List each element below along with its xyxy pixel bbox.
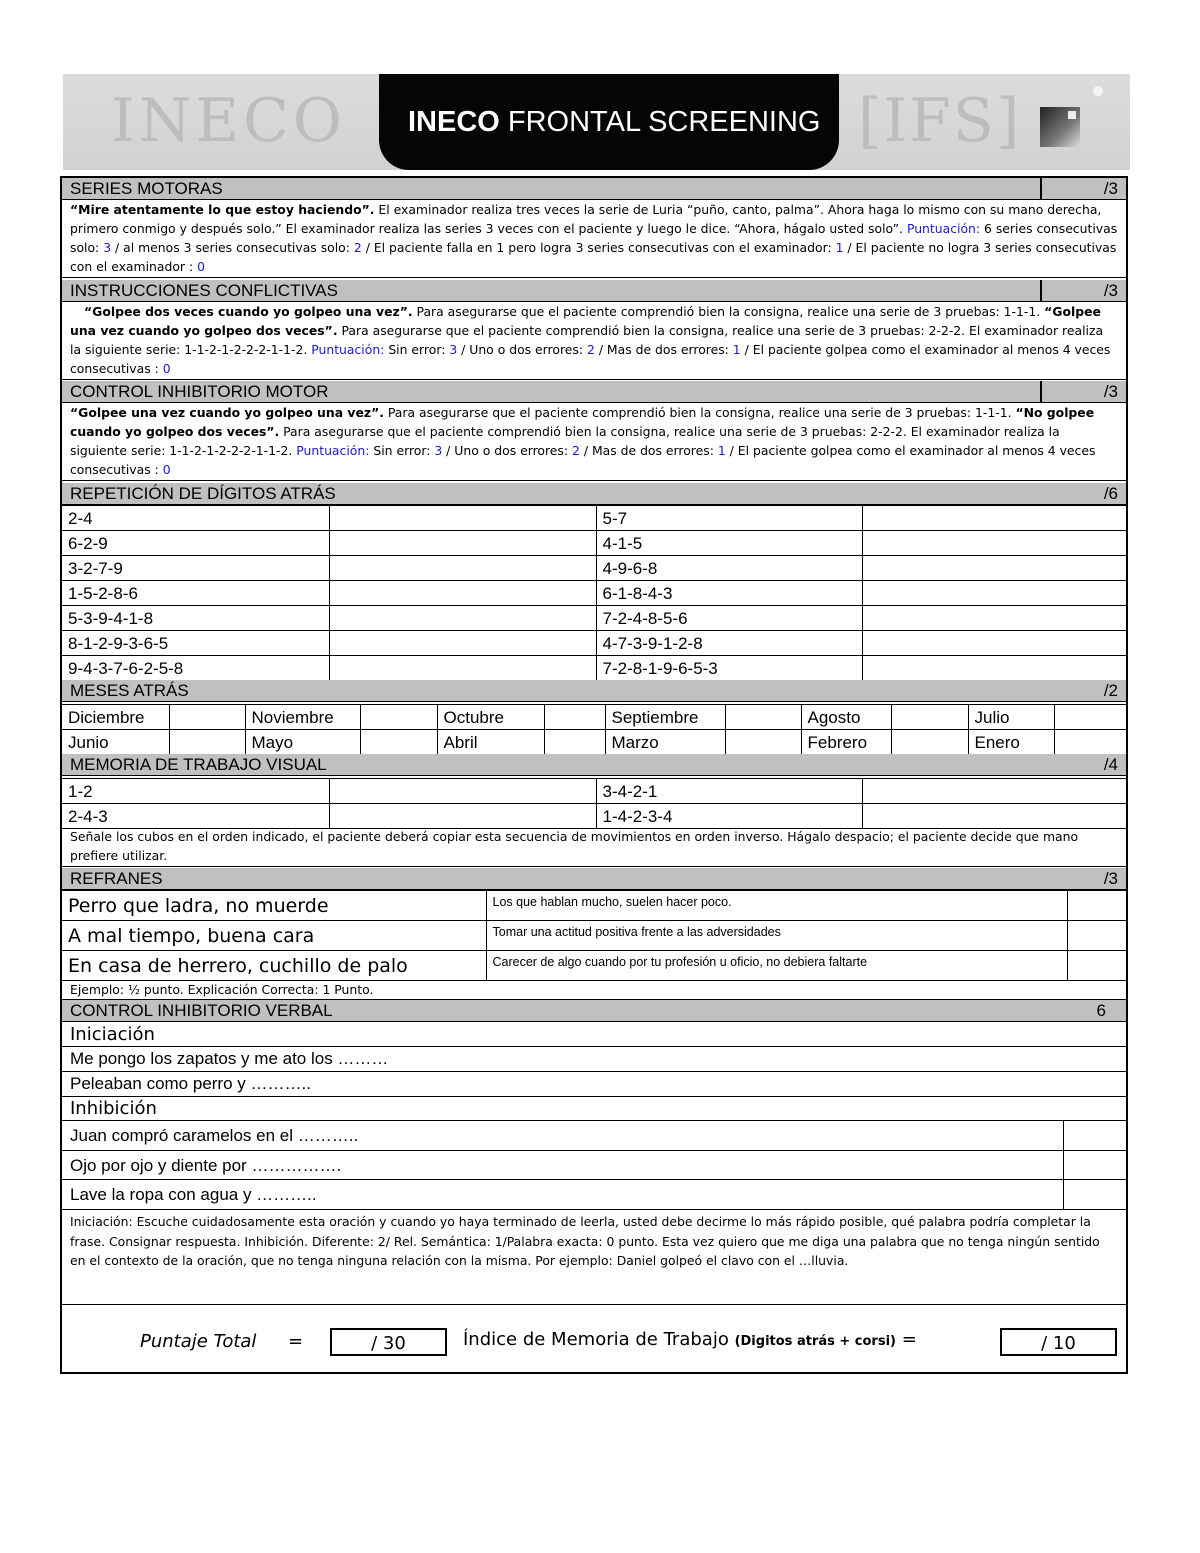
digit-sequence: 5-7 (596, 506, 862, 531)
score-cell[interactable] (1067, 951, 1126, 981)
answer-cell[interactable] (329, 581, 596, 606)
total-equals: = (288, 1331, 304, 1352)
digit-sequence: 3-2-7-9 (62, 556, 329, 581)
instruction-text: Para asegurarse que el paciente comprendió bien la consigna, realice una serie de 3 pruebas: 1-1-1. (412, 304, 1045, 319)
section-score: 6 (1096, 1001, 1106, 1020)
section-score: /3 (1040, 178, 1126, 200)
series-motoras-instructions (62, 200, 1126, 278)
instruction-bold: “Golpee una vez cuando yo golpeo una vez”. (70, 405, 384, 420)
section-score: /3 (1103, 869, 1118, 888)
section-header-control-inhibitorio-verbal (62, 1000, 1126, 1022)
score-value: 2 (572, 443, 580, 458)
inhibicion-item (62, 1180, 1126, 1210)
table-row (62, 705, 1126, 730)
scoring-text: / Uno o dos errores: (457, 342, 587, 357)
month-label: Enero (968, 730, 1054, 755)
iniciacion-item: Me pongo los zapatos y me ato los ……… (62, 1047, 1126, 1072)
index-label-text: Índice de Memoria de Trabajo (463, 1329, 729, 1350)
cube-logo-icon (1040, 107, 1080, 147)
answer-cell[interactable] (1054, 705, 1126, 730)
inhibicion-item-text: Ojo por ojo y diente por ……………. (70, 1155, 342, 1175)
answer-cell[interactable] (862, 556, 1126, 581)
answer-cell[interactable] (169, 705, 245, 730)
proverb-meaning: Los que hablan mucho, suelen hacer poco. (486, 891, 1067, 921)
score-value: 2 (353, 240, 362, 255)
cube-sequence: 1-4-2-3-4 (596, 804, 862, 829)
digit-sequence: 7-2-8-1-9-6-5-3 (596, 656, 862, 681)
score-value: 0 (162, 361, 171, 376)
digit-sequence: 8-1-2-9-3-6-5 (62, 631, 329, 656)
answer-cell[interactable] (725, 705, 801, 730)
section-header-control-inhibitorio-motor (62, 381, 1126, 403)
answer-cell[interactable] (862, 531, 1126, 556)
table-row (62, 921, 1126, 951)
answer-cell[interactable] (169, 730, 245, 755)
instruction-bold: “Golpee dos veces cuando yo golpeo una vez”. (84, 304, 413, 319)
section-title: CONTROL INHIBITORIO VERBAL (70, 1001, 333, 1020)
table-row (62, 631, 1126, 656)
table-row (62, 951, 1126, 981)
score-value: 0 (197, 259, 205, 274)
total-label: Puntaje Total (140, 1331, 257, 1352)
digit-sequence: 5-3-9-4-1-8 (62, 606, 329, 631)
answer-cell[interactable] (862, 581, 1126, 606)
proverbs-table (62, 890, 1126, 981)
table-row (62, 804, 1126, 829)
answer-cell[interactable] (862, 606, 1126, 631)
answer-cell[interactable] (725, 730, 801, 755)
score-cell[interactable] (1063, 1151, 1126, 1180)
month-label: Agosto (801, 705, 891, 730)
answer-cell[interactable] (862, 631, 1126, 656)
section-score: /4 (1103, 755, 1118, 774)
answer-cell[interactable] (862, 656, 1126, 681)
section-header-memoria-visual (62, 754, 1126, 776)
control-inhibitorio-motor-instructions (62, 403, 1126, 481)
answer-cell[interactable] (329, 656, 596, 681)
month-label: Noviembre (245, 705, 360, 730)
iniciacion-heading: Iniciación (62, 1023, 1126, 1047)
digit-sequence: 9-4-3-7-6-2-5-8 (62, 656, 329, 681)
answer-cell[interactable] (360, 705, 437, 730)
instruction-text: Para asegurarse que el paciente comprendió bien la consigna, realice una serie de 3 pruebas: 2-2-2. El examinador realiza la siguiente serie: 1-1-2-1-2-2-2-1-1-2. (70, 323, 1104, 357)
score-value: 1 (717, 443, 726, 458)
table-row (62, 556, 1126, 581)
proverb: Perro que ladra, no muerde (62, 891, 486, 921)
banner (63, 74, 1130, 170)
digit-sequence: 6-1-8-4-3 (596, 581, 862, 606)
verbal-inhibition-note: Iniciación: Escuche cuidadosamente esta oración y cuando yo haya terminado de leerla, usted debe decirme lo más rápido posible, qué palabra podría completar la frase. Consignar respuesta. Inhibición. Diferente: 2/ Rel. Semántica: 1/Palabra exacta: 0 punto. Esta vez quiero que me diga una palabra que no tenga ningún sentido en el contexto de la oración, que no tenga ninguna relación con la misma. Por ejemplo: Daniel golpeó el clavo con el …lluvia. (62, 1210, 1126, 1305)
table-row (62, 506, 1126, 531)
scoring-text: / El paciente golpea como el examinador al menos 4 veces consecutivas : (70, 342, 1111, 376)
month-label: Julio (968, 705, 1054, 730)
section-header-series-motoras (62, 178, 1126, 200)
answer-cell[interactable] (329, 531, 596, 556)
proverb: En casa de herrero, cuchillo de palo (62, 951, 486, 981)
instruction-bold: “Golpee una vez cuando yo golpeo dos veces”. (70, 304, 1101, 338)
scoring-text: / El paciente no logra 3 series consecutivas con el examinador : (70, 240, 1117, 274)
digit-sequence: 2-4 (62, 506, 329, 531)
table-row (62, 730, 1126, 755)
answer-cell[interactable] (329, 631, 596, 656)
index-score-box[interactable]: / 10 (1000, 1328, 1117, 1356)
answer-cell[interactable] (862, 506, 1126, 531)
answer-cell[interactable] (891, 705, 968, 730)
section-header-digitos-atras (62, 483, 1126, 505)
scoring-text: 6 series consecutivas solo: (70, 221, 1118, 255)
inhibicion-heading: Inhibición (62, 1097, 1126, 1121)
proverb-meaning: Carecer de algo cuando por tu profesión u oficio, no debiera faltarte (486, 951, 1067, 981)
ineco-watermark: INECO (111, 86, 347, 156)
month-label: Junio (62, 730, 169, 755)
cube-sequence: 3-4-2-1 (596, 779, 862, 804)
section-score: /3 (1040, 280, 1126, 302)
title-rest: FRONTAL SCREENING (499, 106, 821, 138)
scoring-text: / Uno o dos errores: (442, 443, 573, 458)
month-label: Abril (437, 730, 544, 755)
instrucciones-conflictivas-instructions (62, 302, 1126, 380)
scoring-text: / Mas de dos errores: (594, 342, 733, 357)
table-row (62, 891, 1126, 921)
answer-cell[interactable] (329, 506, 596, 531)
digit-sequence: 4-1-5 (596, 531, 862, 556)
table-row (62, 779, 1126, 804)
score-value: 0 (162, 462, 171, 477)
answer-cell[interactable] (360, 730, 437, 755)
scoring-text: Sin error: (369, 443, 435, 458)
dot-icon (1093, 86, 1103, 96)
answer-cell[interactable] (329, 779, 596, 804)
score-cell[interactable] (1063, 1180, 1126, 1209)
visual-memory-table (62, 778, 1126, 829)
visual-memory-note: Señale los cubos en el orden indicado, el paciente deberá copiar esta secuencia de movimientos en orden inverso. Hágalo despacio; el paciente decide que mano prefiere utilizar. (62, 827, 1126, 867)
section-title: MEMORIA DE TRABAJO VISUAL (70, 755, 327, 774)
total-score-box[interactable]: / 30 (330, 1328, 447, 1356)
section-score: /2 (1103, 681, 1118, 700)
scoring-label: Puntuación: (296, 443, 370, 458)
instruction-text: Para asegurarse que el paciente comprendió bien la consigna, realice una serie de 3 pruebas: 1-1-1. (383, 405, 1016, 420)
month-label: Febrero (801, 730, 891, 755)
inhibicion-item (62, 1151, 1126, 1181)
answer-cell[interactable] (1054, 730, 1126, 755)
page-title (408, 106, 821, 139)
section-title: CONTROL INHIBITORIO MOTOR (70, 382, 329, 401)
totals-row (62, 1328, 1126, 1368)
title-bold: INECO (408, 106, 500, 138)
table-row (62, 606, 1126, 631)
score-cell[interactable] (1067, 891, 1126, 921)
score-cell[interactable] (1067, 921, 1126, 951)
scoring-text: / El paciente falla en 1 pero logra 3 series consecutivas con el examinador: (361, 240, 836, 255)
ifs-watermark: [IFS] (858, 86, 1022, 156)
index-label (463, 1329, 917, 1350)
inhibicion-item-text: Juan compró caramelos en el ……….. (70, 1126, 359, 1145)
cube-sequence: 2-4-3 (62, 804, 329, 829)
instruction-text: Para asegurarse que el paciente comprendió bien la consigna, realice una serie de 3 pruebas: 2-2-2. El examinador realiza la siguiente serie: 1-1-2-1-2-2-2-1-1-2. (70, 424, 1060, 458)
inhibicion-item-text: Lave la ropa con agua y ……….. (70, 1185, 317, 1204)
instruction-bold: “Mire atentamente lo que estoy haciendo”. (70, 202, 375, 217)
section-title: REFRANES (70, 869, 163, 888)
section-title: MESES ATRÁS (70, 681, 189, 700)
answer-cell[interactable] (862, 779, 1126, 804)
proverb-meaning: Tomar una actitud positiva frente a las adversidades (486, 921, 1067, 951)
section-title: REPETICIÓN DE DÍGITOS ATRÁS (70, 484, 336, 503)
score-value: 3 (449, 342, 458, 357)
answer-cell[interactable] (891, 730, 968, 755)
score-cell[interactable] (1063, 1121, 1126, 1150)
answer-cell[interactable] (544, 705, 605, 730)
month-label: Diciembre (62, 705, 169, 730)
answer-cell[interactable] (329, 606, 596, 631)
cube-sequence: 1-2 (62, 779, 329, 804)
digit-sequence: 1-5-2-8-6 (62, 581, 329, 606)
scoring-text: / al menos 3 series consecutivas solo: (111, 240, 354, 255)
table-row (62, 581, 1126, 606)
score-value: 2 (586, 342, 595, 357)
digit-sequence: 7-2-4-8-5-6 (596, 606, 862, 631)
proverb: A mal tiempo, buena cara (62, 921, 486, 951)
month-label: Mayo (245, 730, 360, 755)
digit-sequence: 6-2-9 (62, 531, 329, 556)
answer-cell[interactable] (329, 804, 596, 829)
scoring-text: Sin error: (384, 342, 450, 357)
section-score: /6 (1103, 484, 1118, 503)
scoring-label: Puntuación: (311, 342, 385, 357)
month-label: Octubre (437, 705, 544, 730)
form-sheet (60, 176, 1128, 1374)
answer-cell[interactable] (862, 804, 1126, 829)
table-row (62, 531, 1126, 556)
inhibicion-item (62, 1121, 1126, 1151)
score-value: 3 (434, 443, 443, 458)
instruction-text: El examinador realiza tres veces la serie de Luria “puño, canto, palma”. Ahora haga lo mismo con su mano derecha, primero conmigo y después solo.” El examinador realiza las series 3 veces con el paciente y luego le dice. “Ahora, hágalo usted solo”. (70, 202, 1102, 236)
section-score: /3 (1040, 381, 1126, 403)
iniciacion-item: Peleaban como perro y ……….. (62, 1072, 1126, 1097)
section-title: SERIES MOTORAS (70, 179, 223, 198)
months-table (62, 704, 1126, 755)
digits-table (62, 505, 1126, 681)
score-value: 3 (103, 240, 112, 255)
answer-cell[interactable] (544, 730, 605, 755)
section-header-meses-atras (62, 680, 1126, 702)
month-label: Marzo (605, 730, 725, 755)
section-header-refranes (62, 868, 1126, 890)
section-title: INSTRUCCIONES CONFLICTIVAS (70, 281, 338, 300)
section-header-instrucciones-conflictivas (62, 280, 1126, 302)
proverbs-note: Ejemplo: ½ punto. Explicación Correcta: 1 Punto. (62, 980, 1126, 1000)
answer-cell[interactable] (329, 556, 596, 581)
digit-sequence: 4-7-3-9-1-2-8 (596, 631, 862, 656)
index-sub-label: (Digitos atrás + corsi) (734, 1334, 896, 1349)
scoring-text: / El paciente golpea como el examinador al menos 4 veces consecutivas : (70, 443, 1096, 477)
scoring-text: / Mas de dos errores: (579, 443, 718, 458)
digit-sequence: 4-9-6-8 (596, 556, 862, 581)
instruction-bold: “No golpee cuando yo golpeo dos veces”. (70, 405, 1095, 439)
score-value: 1 (835, 240, 844, 255)
month-label: Septiembre (605, 705, 725, 730)
scoring-label: Puntuación: (906, 221, 981, 236)
score-value: 1 (732, 342, 741, 357)
table-row (62, 656, 1126, 681)
index-equals: = (901, 1329, 917, 1350)
